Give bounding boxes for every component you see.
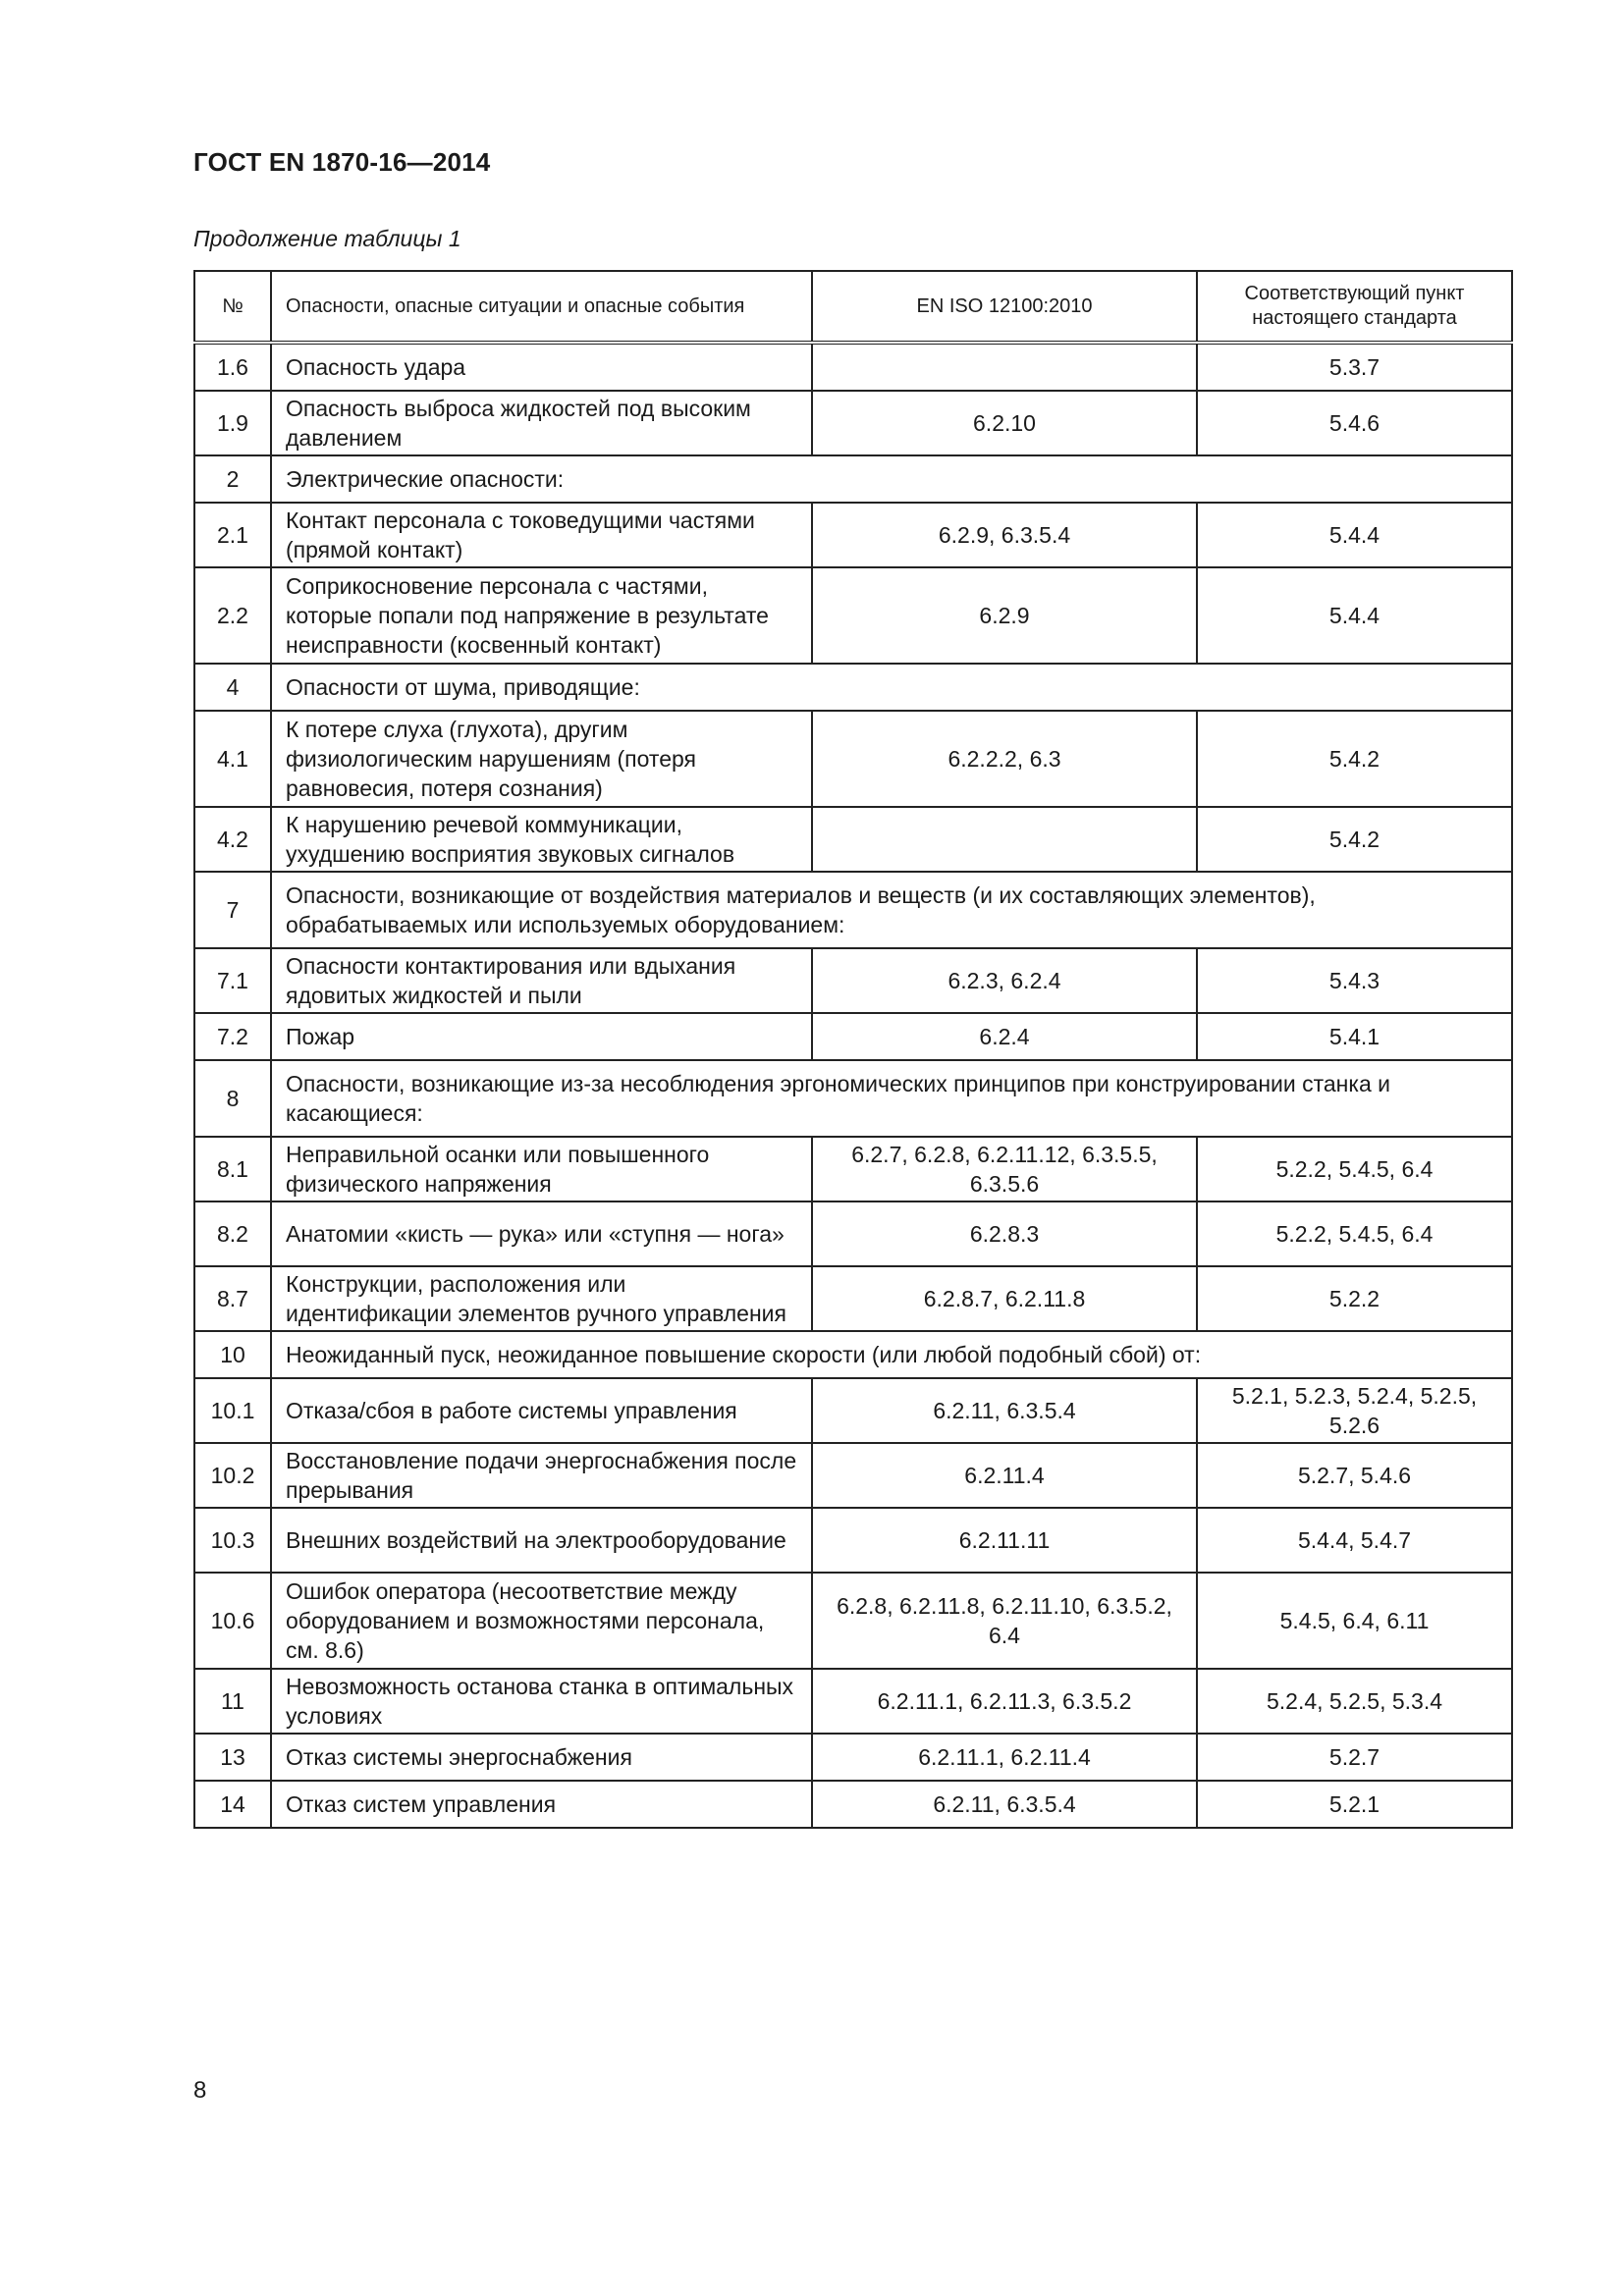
row-iso-reference: 6.2.11.1, 6.2.11.4	[812, 1734, 1197, 1781]
row-description: К потере слуха (глухота), другим физиологическим нарушениям (потеря равновесия, потеря сознания)	[271, 711, 812, 807]
row-iso-reference: 6.2.11, 6.3.5.4	[812, 1781, 1197, 1828]
table-header-row	[194, 271, 1512, 343]
row-number: 10.3	[194, 1508, 271, 1573]
section-title: Опасности от шума, приводящие:	[271, 664, 1512, 711]
row-description: Соприкосновение персонала с частями, которые попали под напряжение в результате неисправности (косвенный контакт)	[271, 567, 812, 664]
row-number: 10.6	[194, 1573, 271, 1669]
row-iso-reference	[812, 807, 1197, 872]
row-description: Невозможность останова станка в оптимальных условиях	[271, 1669, 812, 1734]
row-number: 1.9	[194, 391, 271, 455]
section-row	[194, 1060, 1512, 1137]
table-row	[194, 1137, 1512, 1201]
row-description: Конструкции, расположения или идентификации элементов ручного управления	[271, 1266, 812, 1331]
row-clause: 5.2.4, 5.2.5, 5.3.4	[1197, 1669, 1512, 1734]
row-clause: 5.2.1	[1197, 1781, 1512, 1828]
row-iso-reference: 6.2.11.1, 6.2.11.3, 6.3.5.2	[812, 1669, 1197, 1734]
section-title: Опасности, возникающие из-за несоблюдения эргономических принципов при конструировании станка и касающиеся:	[271, 1060, 1512, 1137]
row-number: 7.1	[194, 948, 271, 1013]
row-clause: 5.2.7, 5.4.6	[1197, 1443, 1512, 1508]
row-clause: 5.2.2, 5.4.5, 6.4	[1197, 1201, 1512, 1266]
row-iso-reference: 6.2.8, 6.2.11.8, 6.2.11.10, 6.3.5.2, 6.4	[812, 1573, 1197, 1669]
row-description: Пожар	[271, 1013, 812, 1060]
row-iso-reference: 6.2.3, 6.2.4	[812, 948, 1197, 1013]
table-row	[194, 1781, 1512, 1828]
column-header-iso-reference: EN ISO 12100:2010	[812, 271, 1197, 343]
table-row	[194, 711, 1512, 807]
row-clause: 5.3.7	[1197, 343, 1512, 391]
table-row	[194, 343, 1512, 391]
row-number: 14	[194, 1781, 271, 1828]
table-row	[194, 1508, 1512, 1573]
table-row	[194, 1266, 1512, 1331]
row-number: 8.7	[194, 1266, 271, 1331]
row-description: Отказа/сбоя в работе системы управления	[271, 1378, 812, 1443]
row-clause: 5.4.4	[1197, 503, 1512, 567]
table-row	[194, 1734, 1512, 1781]
table-continuation-caption: Продолжение таблицы 1	[193, 226, 461, 251]
hazards-table	[193, 270, 1513, 1829]
section-title: Опасности, возникающие от воздействия материалов и веществ (и их составляющих элементов), обрабатываемых или используемых оборудованием:	[271, 872, 1512, 948]
table-row	[194, 1201, 1512, 1266]
row-description: Отказ систем управления	[271, 1781, 812, 1828]
table-row	[194, 807, 1512, 872]
row-clause: 5.4.2	[1197, 807, 1512, 872]
row-description: Опасность выброса жидкостей под высоким давлением	[271, 391, 812, 455]
row-description: Внешних воздействий на электрооборудование	[271, 1508, 812, 1573]
row-clause: 5.2.1, 5.2.3, 5.2.4, 5.2.5, 5.2.6	[1197, 1378, 1512, 1443]
row-number: 1.6	[194, 343, 271, 391]
row-description: Отказ системы энергоснабжения	[271, 1734, 812, 1781]
row-clause: 5.4.6	[1197, 391, 1512, 455]
table-row	[194, 391, 1512, 455]
section-title: Электрические опасности:	[271, 455, 1512, 503]
row-description: Ошибок оператора (несоответствие между оборудованием и возможностями персонала, см. 8.6)	[271, 1573, 812, 1669]
row-description: Контакт персонала с токоведущими частями (прямой контакт)	[271, 503, 812, 567]
row-number: 2.1	[194, 503, 271, 567]
row-iso-reference: 6.2.4	[812, 1013, 1197, 1060]
table-row	[194, 1443, 1512, 1508]
row-iso-reference	[812, 343, 1197, 391]
row-number: 10	[194, 1331, 271, 1378]
table-row	[194, 503, 1512, 567]
row-number: 7.2	[194, 1013, 271, 1060]
row-iso-reference: 6.2.8.7, 6.2.11.8	[812, 1266, 1197, 1331]
row-iso-reference: 6.2.11.11	[812, 1508, 1197, 1573]
row-description: Восстановление подачи энергоснабжения после прерывания	[271, 1443, 812, 1508]
row-clause: 5.4.3	[1197, 948, 1512, 1013]
table-row	[194, 948, 1512, 1013]
row-iso-reference: 6.2.11, 6.3.5.4	[812, 1378, 1197, 1443]
row-number: 13	[194, 1734, 271, 1781]
row-number: 10.2	[194, 1443, 271, 1508]
row-iso-reference: 6.2.9	[812, 567, 1197, 664]
row-clause: 5.4.2	[1197, 711, 1512, 807]
row-iso-reference: 6.2.10	[812, 391, 1197, 455]
row-description: Анатомии «кисть — рука» или «ступня — нога»	[271, 1201, 812, 1266]
table-row	[194, 1573, 1512, 1669]
section-row	[194, 664, 1512, 711]
row-description: Опасность удара	[271, 343, 812, 391]
table-row	[194, 1378, 1512, 1443]
row-clause: 5.4.1	[1197, 1013, 1512, 1060]
row-clause: 5.4.4	[1197, 567, 1512, 664]
row-iso-reference: 6.2.8.3	[812, 1201, 1197, 1266]
row-clause: 5.2.2	[1197, 1266, 1512, 1331]
section-title: Неожиданный пуск, неожиданное повышение скорости (или любой подобный сбой) от:	[271, 1331, 1512, 1378]
row-iso-reference: 6.2.9, 6.3.5.4	[812, 503, 1197, 567]
section-row	[194, 455, 1512, 503]
section-row	[194, 872, 1512, 948]
row-number: 10.1	[194, 1378, 271, 1443]
row-number: 2.2	[194, 567, 271, 664]
row-number: 4.1	[194, 711, 271, 807]
row-iso-reference: 6.2.2.2, 6.3	[812, 711, 1197, 807]
row-number: 8.2	[194, 1201, 271, 1266]
row-number: 8.1	[194, 1137, 271, 1201]
row-number: 4	[194, 664, 271, 711]
row-description: К нарушению речевой коммуникации, ухудшению восприятия звуковых сигналов	[271, 807, 812, 872]
row-iso-reference: 6.2.11.4	[812, 1443, 1197, 1508]
row-number: 11	[194, 1669, 271, 1734]
row-clause: 5.2.2, 5.4.5, 6.4	[1197, 1137, 1512, 1201]
column-header-clause: Соответствующий пункт настоящего стандарта	[1197, 271, 1512, 343]
page-number: 8	[193, 2077, 207, 2104]
row-iso-reference: 6.2.7, 6.2.8, 6.2.11.12, 6.3.5.5, 6.3.5.6	[812, 1137, 1197, 1201]
row-clause: 5.4.4, 5.4.7	[1197, 1508, 1512, 1573]
table-row	[194, 1013, 1512, 1060]
section-row	[194, 1331, 1512, 1378]
row-number: 2	[194, 455, 271, 503]
row-description: Опасности контактирования или вдыхания ядовитых жидкостей и пыли	[271, 948, 812, 1013]
row-clause: 5.2.7	[1197, 1734, 1512, 1781]
row-description: Неправильной осанки или повышенного физического напряжения	[271, 1137, 812, 1201]
table-row	[194, 1669, 1512, 1734]
row-number: 7	[194, 872, 271, 948]
column-header-description: Опасности, опасные ситуации и опасные события	[271, 271, 812, 343]
row-clause: 5.4.5, 6.4, 6.11	[1197, 1573, 1512, 1669]
row-number: 8	[194, 1060, 271, 1137]
table-row	[194, 567, 1512, 664]
column-header-number: №	[194, 271, 271, 343]
row-number: 4.2	[194, 807, 271, 872]
document-title: ГОСТ EN 1870-16—2014	[193, 147, 491, 177]
